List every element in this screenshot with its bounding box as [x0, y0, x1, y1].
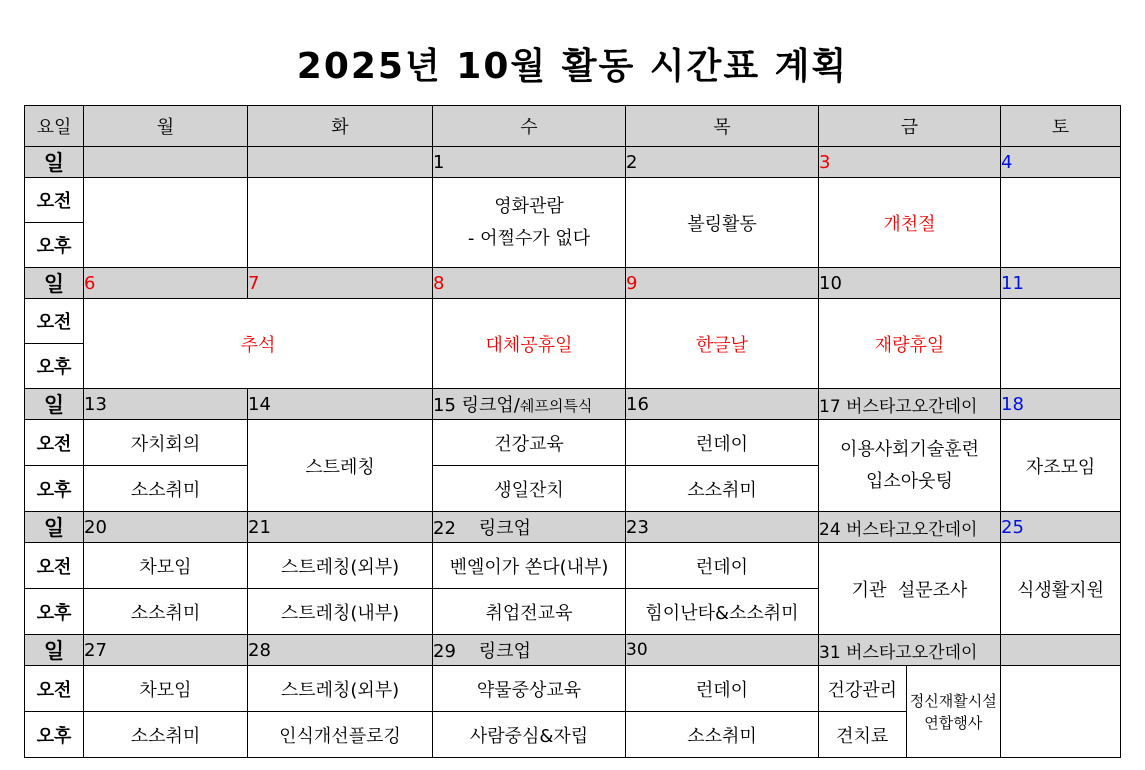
- date-cell-holiday: 8: [433, 268, 626, 299]
- am-label: 오전: [25, 666, 84, 712]
- holiday-cell: 개천절: [819, 178, 1001, 268]
- activity-cell: 소소취미: [84, 466, 248, 512]
- empty-cell: [248, 178, 433, 268]
- date-cell: 31 버스타고오간데이: [819, 635, 1001, 666]
- activity-cell: 자치회의: [84, 420, 248, 466]
- am-label: 오전: [25, 420, 84, 466]
- activity-cell: 힘이난타&소소취미: [626, 589, 819, 635]
- activity-cell: 취업전교육: [433, 589, 626, 635]
- activity-cell: 기관 설문조사: [819, 543, 1001, 635]
- date-cell: 13: [84, 389, 248, 420]
- date-cell-saturday: 25: [1001, 512, 1121, 543]
- page-title: 2025년 10월 활동 시간표 계획: [296, 46, 849, 87]
- holiday-cell: 추석: [84, 299, 433, 389]
- date-cell: 16: [626, 389, 819, 420]
- date-cell: [1001, 635, 1121, 666]
- week1-date-row: [25, 147, 1121, 178]
- pm-label: 오후: [25, 223, 84, 268]
- week4-am-row: [25, 543, 1121, 589]
- pm-label: 오후: [25, 344, 84, 389]
- date-cell: 28: [248, 635, 433, 666]
- am-label: 오전: [25, 299, 84, 344]
- activity-cell: 차모임: [84, 666, 248, 712]
- weekday-wed: 수: [433, 106, 626, 147]
- date-cell: 20: [84, 512, 248, 543]
- friday-split-cell: [819, 666, 1001, 758]
- empty-cell: [84, 178, 248, 268]
- activity-cell: 볼링활동: [626, 178, 819, 268]
- empty-cell: [1001, 178, 1121, 268]
- activity-cell: 런데이: [626, 543, 819, 589]
- activity-cell: 스트레칭: [248, 420, 433, 512]
- schedule-table: [24, 105, 1121, 758]
- activity-cell: 인식개선플로깅: [248, 712, 433, 758]
- activity-text: 영화관람 - 어쩔수가 없다: [467, 195, 591, 249]
- activity-cell: 차모임: [84, 543, 248, 589]
- weekday-sat: 토: [1001, 106, 1121, 147]
- date-cell: [84, 147, 248, 178]
- holiday-cell: 한글날: [626, 299, 819, 389]
- activity-text: 정신재활시설 연합행사: [909, 691, 997, 732]
- activity-cell: 자조모임: [1001, 420, 1121, 512]
- activity-cell: [906, 666, 1000, 757]
- date-cell: 23: [626, 512, 819, 543]
- pm-label: 오후: [25, 466, 84, 512]
- date-cell: 27: [84, 635, 248, 666]
- activity-cell: [433, 178, 626, 268]
- week3-am-row: [25, 420, 1121, 466]
- activity-cell: 스트레칭(외부): [248, 666, 433, 712]
- holiday-cell: 대체공휴일: [433, 299, 626, 389]
- week3-date-row: [25, 389, 1121, 420]
- activity-cell: 런데이: [626, 420, 819, 466]
- date-cell: [248, 147, 433, 178]
- activity-cell: 식생활지원: [1001, 543, 1121, 635]
- weekday-fri: 금: [819, 106, 1001, 147]
- week5-date-row: [25, 635, 1121, 666]
- activity-cell: 벤엘이가 쏜다(내부): [433, 543, 626, 589]
- activity-cell: 약물중상교육: [433, 666, 626, 712]
- friday-split-table: [819, 666, 1000, 757]
- week1-am-row: [25, 178, 1121, 223]
- activity-cell: 견치료: [819, 712, 906, 758]
- activity-text: 이용사회기술훈련 입소아웃팅: [839, 438, 980, 492]
- activity-cell: 소소취미: [84, 712, 248, 758]
- date-cell-saturday: 18: [1001, 389, 1121, 420]
- date-cell-holiday: 7: [248, 268, 433, 299]
- date-note: 쉐프의특식: [519, 397, 593, 415]
- activity-cell: 스트레칭(내부): [248, 589, 433, 635]
- pm-label: 오후: [25, 712, 84, 758]
- date-cell-holiday: 6: [84, 268, 248, 299]
- activity-cell: 런데이: [626, 666, 819, 712]
- holiday-cell: 재량휴일: [819, 299, 1001, 389]
- date-cell: 1: [433, 147, 626, 178]
- date-cell-holiday: 3: [819, 147, 1001, 178]
- activity-cell: 소소취미: [84, 589, 248, 635]
- date-cell: 30: [626, 635, 819, 666]
- activity-cell: 건강교육: [433, 420, 626, 466]
- pm-label: 오후: [25, 589, 84, 635]
- date-cell: 10: [819, 268, 1001, 299]
- activity-cell: [819, 420, 1001, 512]
- activity-cell: 건강관리: [819, 666, 906, 712]
- date-cell-saturday: 4: [1001, 147, 1121, 178]
- weekday-header-row: [25, 106, 1121, 147]
- am-label: 오전: [25, 543, 84, 589]
- date-cell: 2: [626, 147, 819, 178]
- day-label: 일: [25, 268, 84, 299]
- date-cell: 24 버스타고오간데이: [819, 512, 1001, 543]
- day-label: 일: [25, 389, 84, 420]
- day-label: 일: [25, 635, 84, 666]
- empty-cell: [1001, 666, 1121, 758]
- week4-date-row: [25, 512, 1121, 543]
- activity-cell: 스트레칭(외부): [248, 543, 433, 589]
- date-cell: 21: [248, 512, 433, 543]
- weekday-mon: 월: [84, 106, 248, 147]
- week2-am-row: [25, 299, 1121, 344]
- day-label: 일: [25, 512, 84, 543]
- weekday-tue: 화: [248, 106, 433, 147]
- weekday-label: 요일: [25, 106, 84, 147]
- activity-cell: 소소취미: [626, 466, 819, 512]
- activity-cell: 생일잔치: [433, 466, 626, 512]
- date-text: 15 링크업/: [433, 395, 520, 416]
- activity-cell: 소소취미: [626, 712, 819, 758]
- date-cell: 17 버스타고오간데이: [819, 389, 1001, 420]
- am-label: 오전: [25, 178, 84, 223]
- weekday-thu: 목: [626, 106, 819, 147]
- date-cell: [433, 389, 626, 420]
- week2-date-row: [25, 268, 1121, 299]
- date-cell: 29 링크업: [433, 635, 626, 666]
- day-label: 일: [25, 147, 84, 178]
- date-cell: 14: [248, 389, 433, 420]
- empty-cell: [1001, 299, 1121, 389]
- date-cell-saturday: 11: [1001, 268, 1121, 299]
- activity-cell: 사람중심&자립: [433, 712, 626, 758]
- date-cell: 22 링크업: [433, 512, 626, 543]
- week5-am-row: [25, 666, 1121, 712]
- date-cell-holiday: 9: [626, 268, 819, 299]
